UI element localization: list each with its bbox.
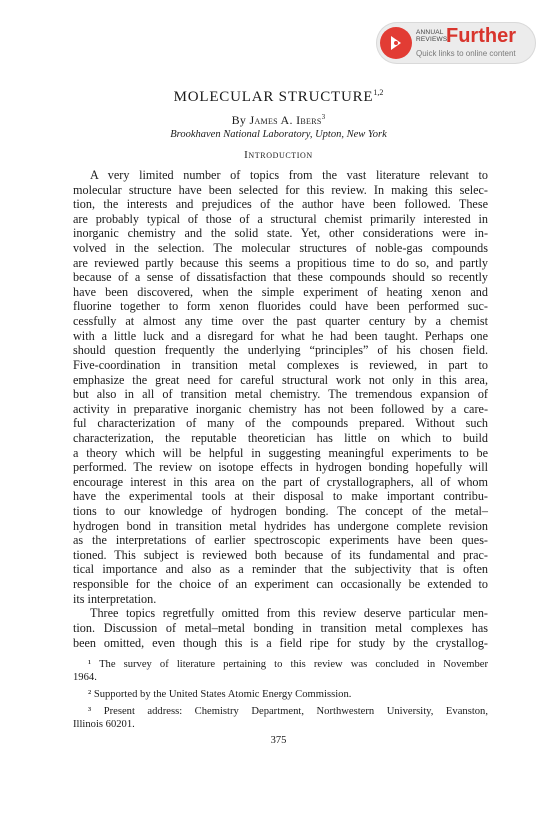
body-line: tical importance and also as a reminder that the subjectivity that is often bbox=[73, 562, 488, 577]
affiliation: Brookhaven National Laboratory, Upton, New York bbox=[170, 129, 387, 140]
byline-by: By bbox=[231, 113, 250, 127]
badge-annual-reviews-label: ANNUAL REVIEWS bbox=[416, 29, 448, 43]
further-badge[interactable] bbox=[376, 22, 536, 64]
author-name: James A. Ibers bbox=[249, 113, 322, 127]
body-line: should question frequently the underlying “principles” of his chosen field. bbox=[73, 343, 488, 358]
byline bbox=[0, 113, 557, 128]
footnote-line: 1964. bbox=[73, 672, 97, 683]
body-line: encourage interest in this area on the part of crystallographers, all of whom bbox=[73, 474, 488, 489]
body-line: A very limited number of topics from the vast literature relevant to bbox=[90, 168, 488, 182]
article-title bbox=[0, 88, 557, 106]
body-line: have the experimental tools at their disposal to make important contribu- bbox=[73, 489, 488, 504]
body-line: responsible for the choice of an experiment can occasionally be extended to bbox=[73, 577, 488, 592]
body-line: but also in all of transition metal chemistry. The tremendous expansion of bbox=[73, 387, 488, 402]
title-footnote-refs: 1,2 bbox=[373, 88, 384, 97]
footnote-line: Illinois 60201. bbox=[73, 719, 135, 730]
body-line: inorganic chemistry and the solid state. Yet, other considerations were in- bbox=[73, 226, 488, 241]
body-line: emphasize the great need for careful structural work not only in this area, bbox=[73, 372, 488, 387]
body-line: its interpretation. bbox=[73, 591, 157, 606]
badge-tagline: Quick links to online content bbox=[416, 49, 516, 58]
body-line: performed. The review on isotope effects in hydrogen bonding hopefully will bbox=[73, 460, 488, 475]
body-line: Three topics regretfully omitted from this review deserve particular men- bbox=[90, 606, 488, 621]
body-line: molecular structure have been selected for this review. In making this selec- bbox=[73, 182, 488, 197]
body-line: are probably typical of those of a structural chemist primarily interested in bbox=[73, 211, 488, 226]
body-line: tions to our knowledge of hydrogen bonding. The concept of the metal– bbox=[73, 504, 488, 519]
body-line: Five-coordination in transition metal complexes is reviewed, in part to bbox=[73, 357, 488, 372]
body-line: have been discovered, when the simple experiment of heating xenon and bbox=[73, 284, 488, 299]
footnote-line: ³ Present address: Chemistry Department, Northwestern University, Evanston, bbox=[88, 706, 488, 717]
body-line: fluorine together to form xenon fluorides could have been performed suc- bbox=[73, 299, 488, 314]
footnotes bbox=[73, 658, 488, 731]
body-line: been omitted, even though this is a field ripe for study by the crystallog- bbox=[73, 635, 488, 650]
section-heading: Introduction bbox=[244, 149, 313, 161]
body-line: are reviewed partly because this seems a propitious time to do so, and partly bbox=[73, 255, 488, 270]
body-line: because of a sense of dissatisfaction that these compounds should so recently bbox=[73, 270, 488, 285]
annual-reviews-logo-icon bbox=[380, 27, 412, 59]
body-line: characterization, the reputable theoretician has little on which to build bbox=[73, 430, 488, 445]
body-line: a theory which will be helpful in suggesting meaningful experiments to be bbox=[73, 445, 488, 460]
body-line: volved in the selection. The molecular structures of noble-gas compounds bbox=[73, 241, 488, 256]
body-line: hydrogen bond in transition metal hydrides has undergone complete revision bbox=[73, 518, 488, 533]
body-text bbox=[73, 168, 488, 650]
body-line: tion, the interests and prejudices of the author have been followed. These bbox=[73, 197, 488, 212]
badge-further-label: Further bbox=[446, 25, 516, 47]
footnote-line: ¹ The survey of literature pertaining to this review was concluded in November bbox=[88, 659, 488, 670]
body-line: tion. Discussion of metal–metal bonding in transition metal complexes has bbox=[73, 620, 488, 635]
page-number: 375 bbox=[270, 735, 287, 746]
body-line: as the interpretations of earlier spectroscopic experiments have been ques- bbox=[73, 533, 488, 548]
footnote-line: ² Supported by the United States Atomic Energy Commission. bbox=[88, 689, 352, 700]
body-line: tioned. This subject is reviewed both because of its fundamental and prac- bbox=[73, 547, 488, 562]
body-line: with a little luck and a disregard for what he had been taught. Perhaps one bbox=[73, 328, 488, 343]
article-title-text: MOLECULAR STRUCTURE bbox=[173, 89, 374, 105]
body-line: activity in preparative inorganic chemistry has not been followed by a care- bbox=[73, 401, 488, 416]
body-line: cessfully at almost any time over the past quarter century by a chemist bbox=[73, 314, 488, 329]
author-footnote-ref: 3 bbox=[321, 113, 326, 121]
body-line: ful characterization of many of the compounds prepared. Without such bbox=[73, 416, 488, 431]
